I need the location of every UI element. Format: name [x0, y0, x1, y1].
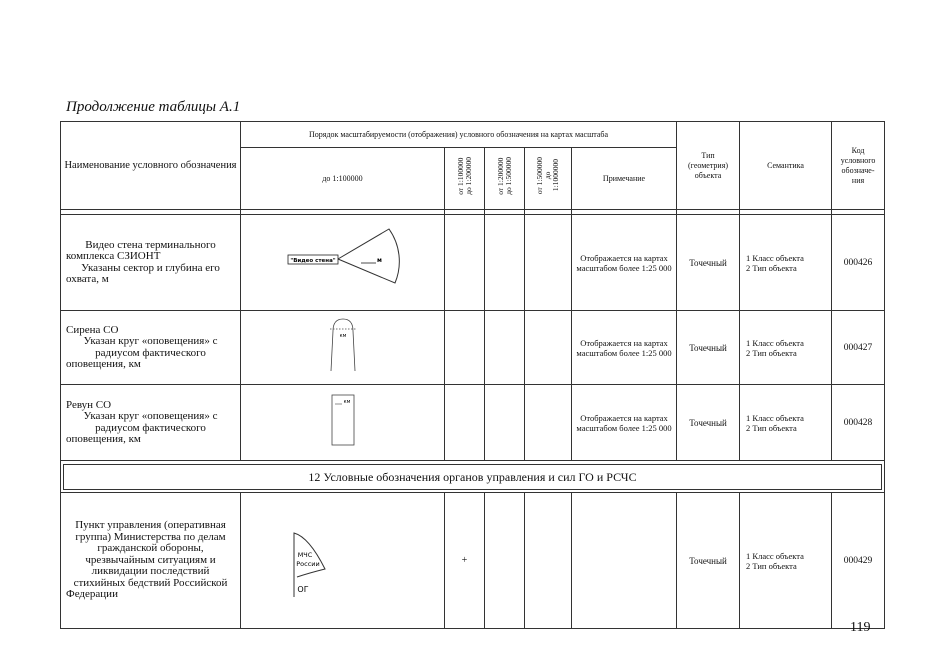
svg-text:км: км — [343, 399, 350, 405]
symbols-table — [60, 121, 885, 629]
row-note — [572, 493, 677, 629]
header-range-1: от 1:100000 до 1:200000 — [445, 148, 485, 210]
header-type: Тип (геометрия) объекта — [677, 122, 740, 210]
section-title: 12 Условные обозначения органов управления и сил ГО и РСЧС — [61, 461, 885, 493]
header-scale-group: Порядок масштабируемости (отображения) условного обозначения на картах масштаба — [241, 122, 677, 148]
row-code: 000427 — [832, 311, 885, 385]
row-name: Ревун СО Указан круг «оповещения» с радиусом фактического оповещения, км — [61, 385, 241, 461]
row-name: Пункт управления (оперативная группа) Министерства по делам гражданской обороны, чрезвычайным ситуациям и ликвидации последствий стихийных бедствий Российской Федерации — [61, 493, 241, 629]
row-name: Сирена СО Указан круг «оповещения» с радиусом фактического оповещения, км — [61, 311, 241, 385]
svg-text:России: России — [295, 560, 320, 568]
page-number: 119 — [850, 620, 871, 635]
header-semantics: Семантика — [740, 122, 832, 210]
row-name: Видео стена терминального комплекса СЗИОНТ Указаны сектор и глубина его охвата, м — [61, 215, 241, 311]
emergency-ministry-flag-symbol — [241, 493, 445, 629]
row-type: Точечный — [677, 385, 740, 461]
row-type: Точечный — [677, 311, 740, 385]
svg-text:МЧС: МЧС — [297, 551, 312, 559]
row-code: 000429 — [832, 493, 885, 629]
row-code: 000428 — [832, 385, 885, 461]
header-code: Код условного обозначе-ния — [832, 122, 885, 210]
row-semantics: 1 Класс объекта 2 Тип объекта — [740, 493, 832, 629]
header-up-to-100k: до 1:100000 — [241, 148, 445, 210]
row-note: Отображается на картах масштабом более 1:25 000 — [572, 311, 677, 385]
row-semantics: 1 Класс объекта 2 Тип объекта — [740, 385, 832, 461]
svg-text:м: м — [376, 257, 382, 264]
row-semantics: 1 Класс объекта 2 Тип объекта — [740, 215, 832, 311]
row-semantics: 1 Класс объекта 2 Тип объекта — [740, 311, 832, 385]
howler-symbol — [241, 385, 445, 461]
table-row — [61, 215, 885, 311]
row-note: Отображается на картах масштабом более 1:25 000 — [572, 215, 677, 311]
video-wall-sector-symbol — [241, 215, 445, 311]
row-type: Точечный — [677, 215, 740, 311]
svg-text:"Видео стена": "Видео стена" — [289, 258, 336, 264]
table-row — [61, 385, 885, 461]
header-range-2: от 1:200000 до 1:500000 — [485, 148, 525, 210]
header-range-3: от 1:500000 до 1:1000000 — [525, 148, 572, 210]
table-row — [61, 311, 885, 385]
row-range-1-mark: + — [445, 493, 485, 629]
row-type: Точечный — [677, 493, 740, 629]
header-name: Наименование условного обозначения — [61, 122, 241, 210]
table-row — [61, 493, 885, 629]
row-note: Отображается на картах масштабом более 1:25 000 — [572, 385, 677, 461]
svg-text:км: км — [339, 333, 346, 339]
row-code: 000426 — [832, 215, 885, 311]
siren-symbol — [241, 311, 445, 385]
svg-text:ОГ: ОГ — [296, 585, 309, 594]
header-note: Примечание — [572, 148, 677, 210]
table-caption: Продолжение таблицы А.1 — [66, 99, 241, 115]
